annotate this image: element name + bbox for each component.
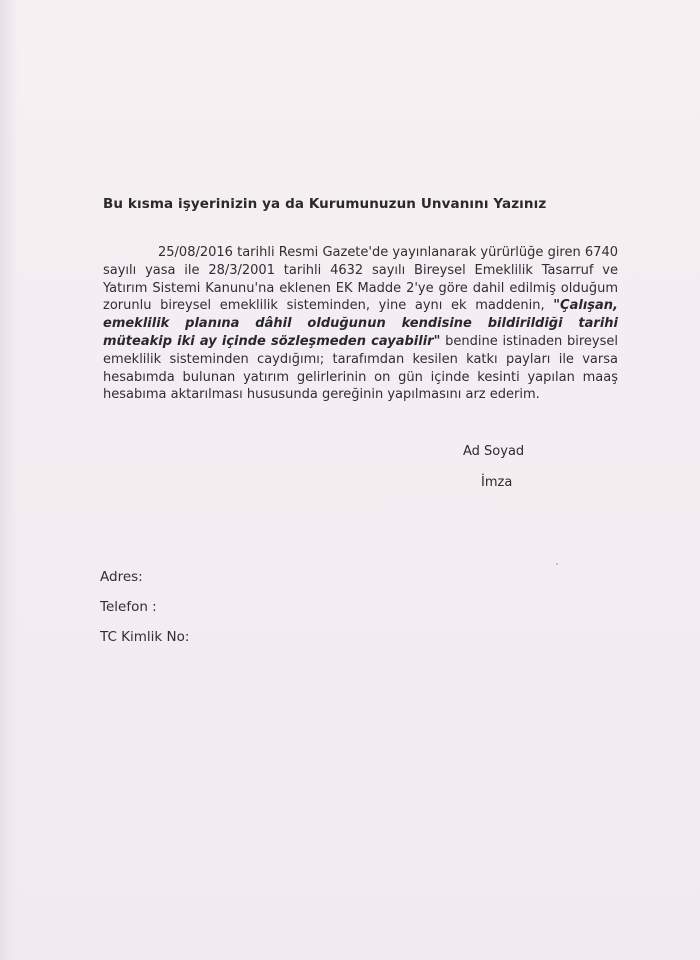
phone-field-label: Telefon : xyxy=(100,599,157,615)
address-field-label: Adres: xyxy=(100,569,143,585)
body-text-before-quote: 25/08/2016 tarihli Resmi Gazete'de yayınlanarak yürürlüğe giren 6740 sayılı yasa ile 28/3/2001 tarihli 4632 sayılı Bireysel Emeklilik Tasarruf ve Yatırım Sistemi Kanunu'na eklenen EK Madde 2'ye göre dahil edilmiş olduğum zorunlu bireysel emeklilik sisteminden, yine aynı ek maddenin, xyxy=(103,245,618,314)
scan-speck xyxy=(556,563,558,565)
document-title: Bu kısma işyerinizin ya da Kurumunuzun Unvanını Yazınız xyxy=(103,196,547,212)
quoted-law-text: "Çalışan, emeklilik planına dâhil olduğunun kendisine bildirildiği tarihi müteakip iki ay içinde sözleşmeden cayabilir" xyxy=(103,298,618,349)
paper-shadow-edge xyxy=(0,0,18,960)
signature-name-label: Ad Soyad xyxy=(463,444,525,459)
id-number-field-label: TC Kimlik No: xyxy=(100,629,190,645)
signature-sign-label: İmza xyxy=(481,475,513,490)
petition-body xyxy=(103,244,618,404)
body-text-after-quote: bendine istinaden bireysel emeklilik sisteminden caydığımı; tarafımdan kesilen katkı payları ile varsa hesabımda bulunan yatırım gelirlerinin on gün içinde kesinti yapılan maaş hesabıma aktarılması hususunda gereğinin yapılmasını arz ederim. xyxy=(103,333,618,403)
